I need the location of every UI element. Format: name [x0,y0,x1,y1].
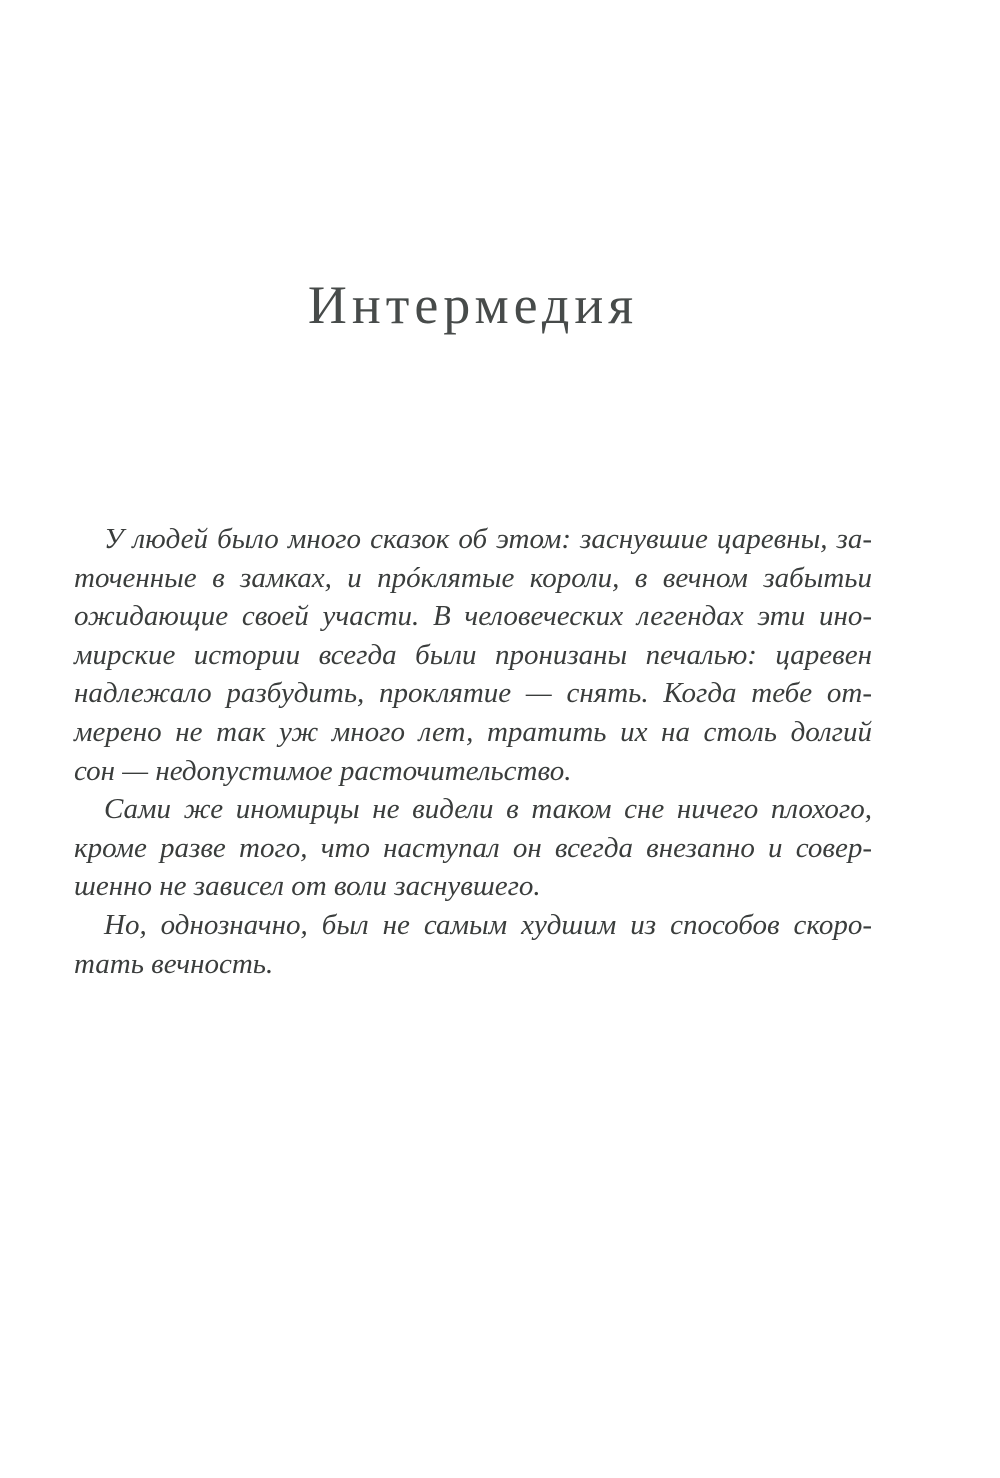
text-line-6: мерено не так уж много лет, тратить их на столь долгий [74,715,872,748]
text-line-7: сон — недопустимое расточительство. [74,754,572,787]
text-line-2: точенные в замках, и прóклятые короли, в вечном забытьи [74,561,872,594]
text-line-3: ожидающие своей участи. В человеческих легендах эти ино- [74,600,872,633]
body-text [74,520,872,983]
text-line-1: У людей было много сказок об этом: заснувшие царевны, за- [104,523,872,555]
text-line-4: мирские истории всегда были пронизаны печалью: царевен [74,638,872,671]
text-line-12: тать вечность. [74,947,274,980]
text-line-9: кроме разве того, что наступал он всегда внезапно и совер- [74,831,872,864]
text-line-11: Но, однозначно, был не самым худшим из способов скоро- [104,908,872,941]
text-line-10: шенно не зависел от воли заснувшего. [74,870,541,903]
text-line-5: надлежало разбудить, проклятие — снять. Когда тебе от- [74,677,872,710]
chapter-title: Интермедия [307,275,639,335]
text-line-8: Сами же иномирцы не видели в таком сне ничего плохого, [104,793,872,826]
